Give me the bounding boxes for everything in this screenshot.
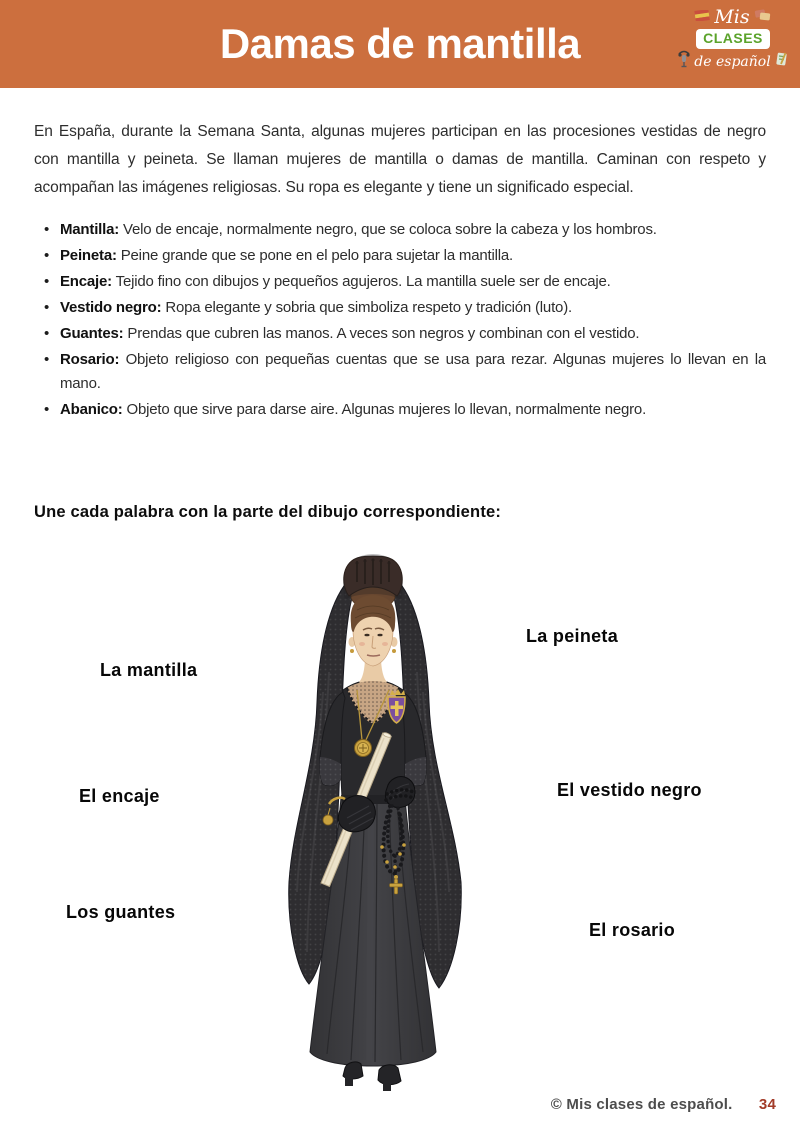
vocab-definition: Prendas que cubren las manos. A veces son negros y combinan con el vestido.: [127, 325, 640, 342]
match-label-la-peineta[interactable]: La peineta: [526, 626, 619, 646]
intro-paragraph: En España, durante la Semana Santa, algunas mujeres participan en las procesiones vestidas de negro con mantilla y peineta. Se llaman mujeres de mantilla o damas de mantilla. Caminan con respeto y acompañan las imágenes religiosas. Su ropa es elegante y tiene un significado especial.: [34, 123, 766, 196]
flashcards-icon: [754, 8, 772, 26]
spanish-flag-icon: [694, 8, 710, 26]
vocab-term: Peineta:: [60, 247, 117, 264]
vocab-term: Encaje:: [60, 273, 112, 290]
match-label-el-rosario[interactable]: El rosario: [589, 920, 676, 940]
pencil-icon: [775, 51, 788, 72]
vocab-term: Abanico:: [60, 401, 123, 418]
logo-word-de-espanol: de español: [694, 53, 771, 70]
logo-word-clases: CLASES: [703, 30, 763, 46]
logo-row-bottom: [674, 50, 792, 73]
match-label-el-encaje[interactable]: El encaje: [79, 786, 160, 806]
match-label-el-vestido-negro[interactable]: El vestido negro: [557, 780, 702, 800]
vocabulary-list: [34, 218, 766, 422]
vocab-definition: Tejido fino con dibujos y pequeños agujeros. La mantilla suele ser de encaje.: [115, 273, 611, 290]
vocab-item-encaje: [60, 270, 766, 294]
page-title: Damas de mantilla: [219, 20, 581, 67]
vocab-term: Guantes:: [60, 325, 124, 342]
vocab-item-mantilla: [60, 218, 766, 242]
exercise-area: [0, 540, 800, 1106]
vocab-definition: Peine grande que se pone en el pelo para sujetar la mantilla.: [120, 247, 513, 264]
dama-illustration-svg: [283, 552, 507, 1102]
microphone-icon: [678, 50, 690, 73]
vocab-term: Rosario:: [60, 351, 120, 368]
peineta-graphic: [343, 554, 403, 600]
vocab-definition: Velo de encaje, normalmente negro, que se coloca sobre la cabeza y los hombros.: [123, 221, 657, 238]
logo-word-mis: Mis: [714, 6, 750, 28]
vocab-definition: Objeto que sirve para darse aire. Algunas mujeres lo llevan, normalmente negro.: [126, 401, 647, 418]
vocab-item-peineta: [60, 244, 766, 268]
logo-row-top: [674, 6, 792, 28]
vocab-definition: Ropa elegante y sobria que simboliza respeto y tradición (luto).: [165, 299, 572, 316]
copyright-text: © Mis clases de español.: [550, 1096, 733, 1113]
header-banner: [0, 0, 800, 88]
vocab-item-abanico: [60, 398, 766, 422]
footer: [551, 1096, 776, 1113]
vocab-item-vestido-negro: [60, 296, 766, 320]
dama-illustration: [283, 552, 507, 1102]
vocab-term: Vestido negro:: [60, 299, 162, 316]
vocab-item-rosario: [60, 348, 766, 396]
brand-logo: [674, 6, 792, 82]
page-number: 34: [758, 1096, 776, 1113]
vocab-definition: Objeto religioso con pequeñas cuentas que se usa para rezar. Algunas mujeres lo llevan en la mano.: [60, 351, 766, 392]
instruction-text: Une cada palabra con la parte del dibujo correspondiente:: [34, 503, 502, 521]
vocab-term: Mantilla:: [60, 221, 120, 238]
content-area: [0, 88, 800, 424]
vocab-item-guantes: [60, 322, 766, 346]
match-label-los-guantes[interactable]: Los guantes: [66, 902, 176, 922]
logo-badge: [696, 29, 770, 49]
match-label-la-mantilla[interactable]: La mantilla: [100, 660, 198, 680]
